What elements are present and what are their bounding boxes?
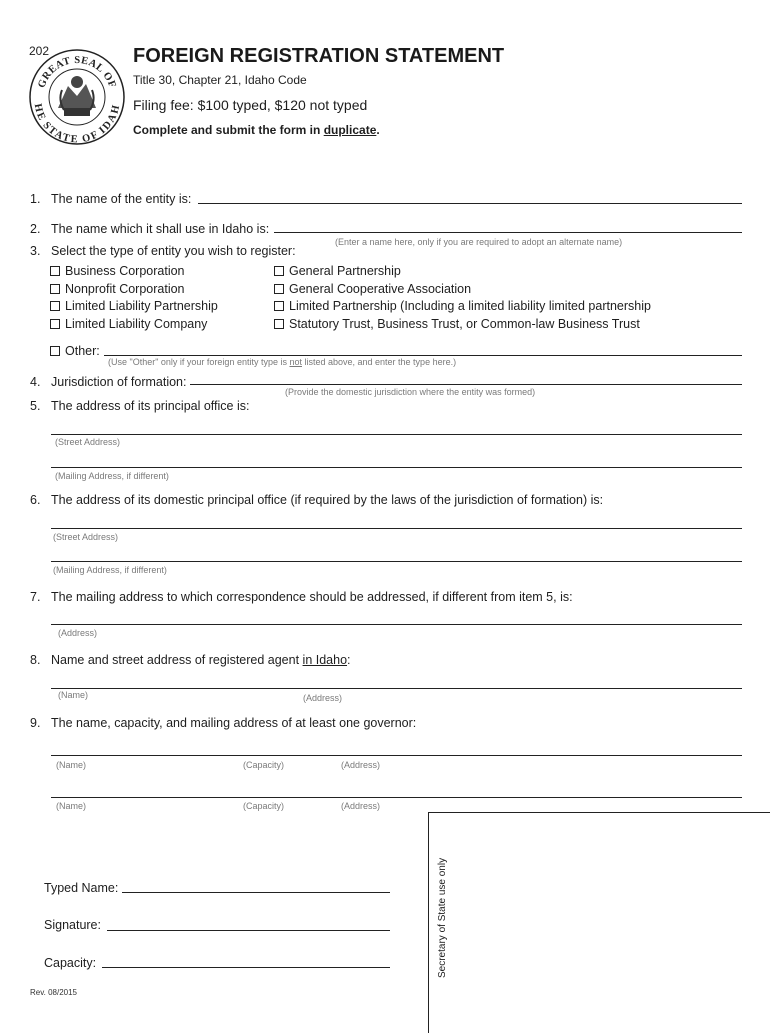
other-hint: (Use "Other" only if your foreign entity type is not listed above, and enter the type here.): [108, 357, 457, 367]
capacity-label: Capacity:: [44, 956, 97, 970]
item-1-label: The name of the entity is:: [51, 192, 192, 206]
name-caption: (Name): [56, 801, 87, 811]
idaho-name-field[interactable]: [274, 232, 742, 233]
capacity-field[interactable]: [102, 967, 390, 968]
option-label: Business Corporation: [65, 264, 185, 278]
checkbox-limited-liability-partnership[interactable]: [50, 301, 60, 311]
option-label: General Partnership: [289, 264, 401, 278]
checkbox-statutory-trust[interactable]: [274, 319, 284, 329]
seal-top-text: GREAT SEAL OF: [36, 54, 118, 90]
item-1-number: 1.: [30, 192, 41, 206]
item-3-label: Select the type of entity you wish to register:: [51, 244, 296, 258]
item-7-label: The mailing address to which correspondence should be addressed, if different from item 5, is:: [51, 590, 573, 604]
address-caption: (Address): [58, 628, 98, 638]
item-4-label: Jurisdiction of formation:: [51, 375, 187, 389]
item-7-number: 7.: [30, 590, 41, 604]
other-label: Other:: [65, 344, 100, 358]
mailing-caption: (Mailing Address, if different): [53, 565, 167, 575]
form-title: FOREIGN REGISTRATION STATEMENT: [133, 45, 505, 67]
governor-1-field[interactable]: [51, 755, 742, 756]
option-label: Limited Liability Company: [65, 317, 208, 331]
item-5-number: 5.: [30, 399, 41, 413]
checkbox-nonprofit-corporation[interactable]: [50, 284, 60, 294]
street-caption: (Street Address): [55, 437, 121, 447]
item-2-number: 2.: [30, 222, 41, 236]
entity-name-field[interactable]: [198, 203, 742, 204]
submit-instruction: Complete and submit the form in duplicate.: [133, 123, 380, 137]
checkbox-limited-partnership[interactable]: [274, 301, 284, 311]
registered-agent-field[interactable]: [51, 688, 742, 689]
item-3-number: 3.: [30, 244, 41, 258]
item-9-label: The name, capacity, and mailing address of at least one governor:: [51, 716, 417, 730]
name-caption: (Name): [56, 760, 87, 770]
option-label: Statutory Trust, Business Trust, or Common-law Business Trust: [289, 317, 640, 331]
item-8-number: 8.: [30, 653, 41, 667]
address-caption: (Address): [303, 693, 343, 703]
option-label: Limited Liability Partnership: [65, 299, 218, 313]
name-caption: (Name): [58, 690, 89, 700]
office-use-label: Secretary of State use only: [437, 857, 448, 978]
capacity-caption: (Capacity): [243, 760, 285, 770]
seal-bottom-text: HE STATE OF IDAH: [31, 102, 123, 146]
item-2-hint: (Enter a name here, only if you are required to adopt an alternate name): [335, 237, 623, 247]
typed-name-field[interactable]: [122, 892, 390, 893]
item-9-number: 9.: [30, 716, 41, 730]
state-seal-icon: [28, 48, 126, 146]
capacity-caption: (Capacity): [243, 801, 285, 811]
form-subtitle: Title 30, Chapter 21, Idaho Code: [133, 73, 307, 87]
item-4-number: 4.: [30, 375, 41, 389]
checkbox-other[interactable]: [50, 346, 60, 356]
street-caption: (Street Address): [53, 532, 119, 542]
item-6-number: 6.: [30, 493, 41, 507]
typed-name-label: Typed Name:: [44, 881, 119, 895]
option-label: Nonprofit Corporation: [65, 282, 185, 296]
checkbox-general-partnership[interactable]: [274, 266, 284, 276]
jurisdiction-field[interactable]: [190, 384, 742, 385]
domestic-street-field[interactable]: [51, 528, 742, 529]
option-label: Limited Partnership (Including a limited liability limited partnership: [289, 299, 651, 313]
item-2-label: The name which it shall use in Idaho is:: [51, 222, 270, 236]
office-use-box: [428, 812, 770, 1033]
option-label: General Cooperative Association: [289, 282, 472, 296]
signature-label: Signature:: [44, 918, 101, 932]
item-5-label: The address of its principal office is:: [51, 399, 250, 413]
governor-2-field[interactable]: [51, 797, 742, 798]
correspondence-address-field[interactable]: [51, 624, 742, 625]
checkbox-limited-liability-company[interactable]: [50, 319, 60, 329]
principal-mailing-field[interactable]: [51, 467, 742, 468]
filing-fee: Filing fee: $100 typed, $120 not typed: [133, 97, 368, 113]
principal-street-field[interactable]: [51, 434, 742, 435]
checkbox-general-cooperative-association[interactable]: [274, 284, 284, 294]
item-4-hint: (Provide the domestic jurisdiction where the entity was formed): [285, 387, 536, 397]
address-caption: (Address): [341, 760, 381, 770]
domestic-mailing-field[interactable]: [51, 561, 742, 562]
form-number: 202: [29, 44, 50, 58]
item-6-label: The address of its domestic principal office (if required by the laws of the jurisdiction of formation) is:: [51, 493, 604, 507]
revision-date: Rev. 08/2015: [30, 988, 77, 997]
checkbox-business-corporation[interactable]: [50, 266, 60, 276]
other-type-field[interactable]: [104, 355, 742, 356]
item-8-label: Name and street address of registered agent in Idaho:: [51, 653, 351, 667]
signature-field[interactable]: [107, 930, 390, 931]
mailing-caption: (Mailing Address, if different): [55, 471, 169, 481]
address-caption: (Address): [341, 801, 381, 811]
duplicate-link: duplicate: [323, 123, 377, 137]
